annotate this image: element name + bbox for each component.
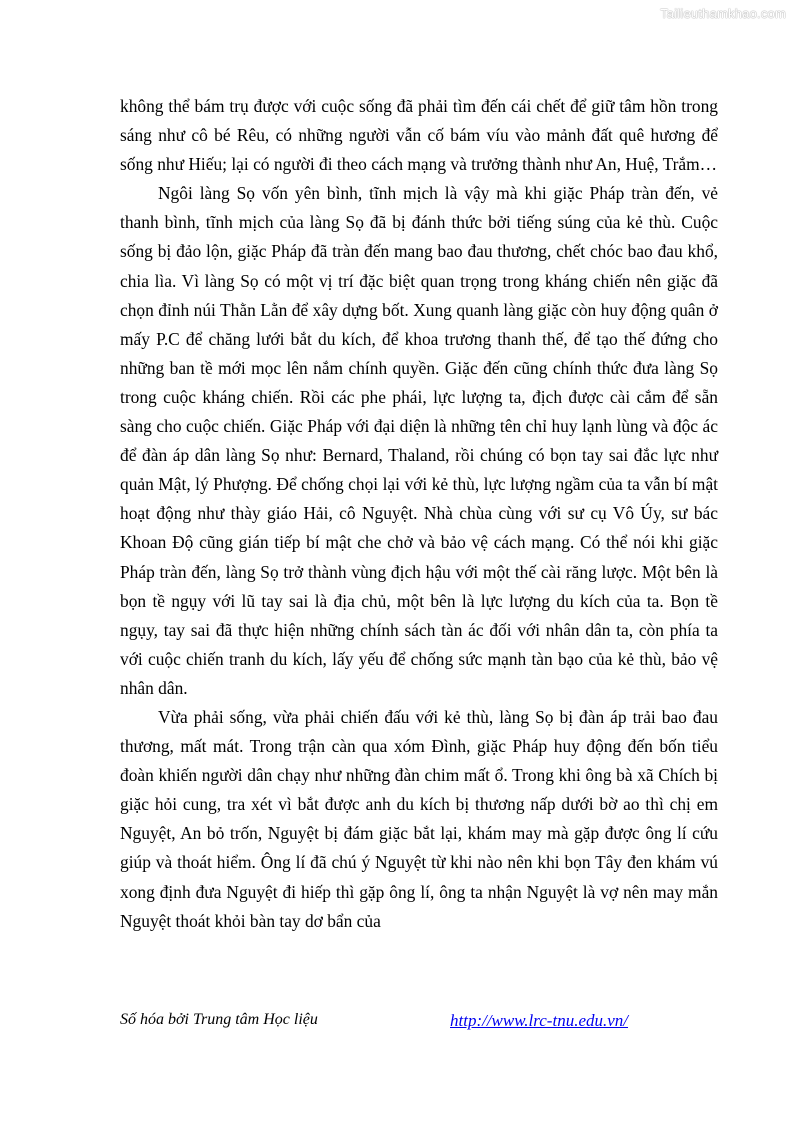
footer-link[interactable]: http://www.lrc-tnu.edu.vn/: [450, 1011, 629, 1030]
paragraph-3: Vừa phải sống, vừa phải chiến đấu với kẻ thù, làng Sọ bị đàn áp trải bao đau thương, mất mát. Trong trận càn qua xóm Đình, giặc Pháp huy động đến bốn tiểu đoàn khiến người dân chạy như những đàn chim mất ổ. Trong khi ông bà xã Chích bị giặc hỏi cung, tra xét vì bắt được anh du kích bị thương nấp dưới bờ ao thì chị em Nguyệt, An bỏ trốn, Nguyệt bị đám giặc bắt lại, khám may mà gặp được ông lí cứu giúp và thoát hiểm. Ông lí đã chú ý Nguyệt từ khi nào nên khi bọn Tây đen khám vú xong định đưa Nguyệt đi hiếp thì gặp ông lí, ông ta nhận Nguyệt là vợ nên may mắn Nguyệt thoát khỏi bàn tay dơ bẩn của: [120, 706, 718, 931]
footer-source: Số hóa bởi Trung tâm Học liệu: [120, 1011, 318, 1028]
body-text: [120, 92, 718, 936]
watermark: Tailieuthamkhao.com: [660, 6, 786, 21]
paragraph-2: Ngôi làng Sọ vốn yên bình, tĩnh mịch là vậy mà khi giặc Pháp tràn đến, vẻ thanh bình, tĩnh mịch của làng Sọ đã bị đánh thức bởi tiếng súng của kẻ thù. Cuộc sống bị đảo lộn, giặc Pháp đã tràn đến mang bao đau thương, chết chóc bao đau khổ, chia lìa. Vì làng Sọ có một vị trí đặc biệt quan trọng trong kháng chiến nên giặc đã chọn đỉnh núi Thằn Lằn để xây dựng bốt. Xung quanh làng giặc còn huy động quân ở mấy P.C để chăng lưới bắt du kích, để khoa trương thanh thế, để tạo thế đứng cho những ban tề mới mọc lên nắm chính quyền. Giặc đến cũng chính thức đưa làng Sọ trong cuộc kháng chiến. Rồi các phe phái, lực lượng ta, địch được cài cắm để sẵn sàng cho cuộc chiến. Giặc Pháp với đại diện là những tên chỉ huy lạnh lùng và độc ác để đàn áp dân làng Sọ như: Bernard, Thaland, rồi chúng có bọn tay sai đắc lực như quản Mật, lý Phượng. Để chống chọi lại với kẻ thù, lực lượng ngầm của ta vẫn bí mật hoạt động như thày giáo Hải, cô Nguyệt. Nhà chùa cùng với sư cụ Vô Úy, sư bác Khoan Độ cũng gián tiếp bí mật che chở và bảo vệ cách mạng. Có thể nói khi giặc Pháp tràn đến, làng Sọ trở thành vùng địch hậu với một thế cài răng lược. Một bên là bọn tề ngụy với lũ tay sai là địa chủ, một bên là lực lượng du kích của ta. Bọn tề ngụy, tay sai đã thực hiện những chính sách tàn ác đối với nhân dân ta, còn phía ta với cuộc chiến tranh du kích, lấy yếu để chống sức mạnh tàn bạo của kẻ thù, bảo vệ nhân dân.: [120, 183, 718, 698]
paragraph-1: không thể bám trụ được với cuộc sống đã phải tìm đến cái chết để giữ tâm hồn trong sáng như cô bé Rêu, có những người vẫn cố bám víu vào mảnh đất quê hương để sống như Hiếu; lại có người đi theo cách mạng và trưởng thành như An, Huệ, Trắm…: [120, 96, 718, 175]
